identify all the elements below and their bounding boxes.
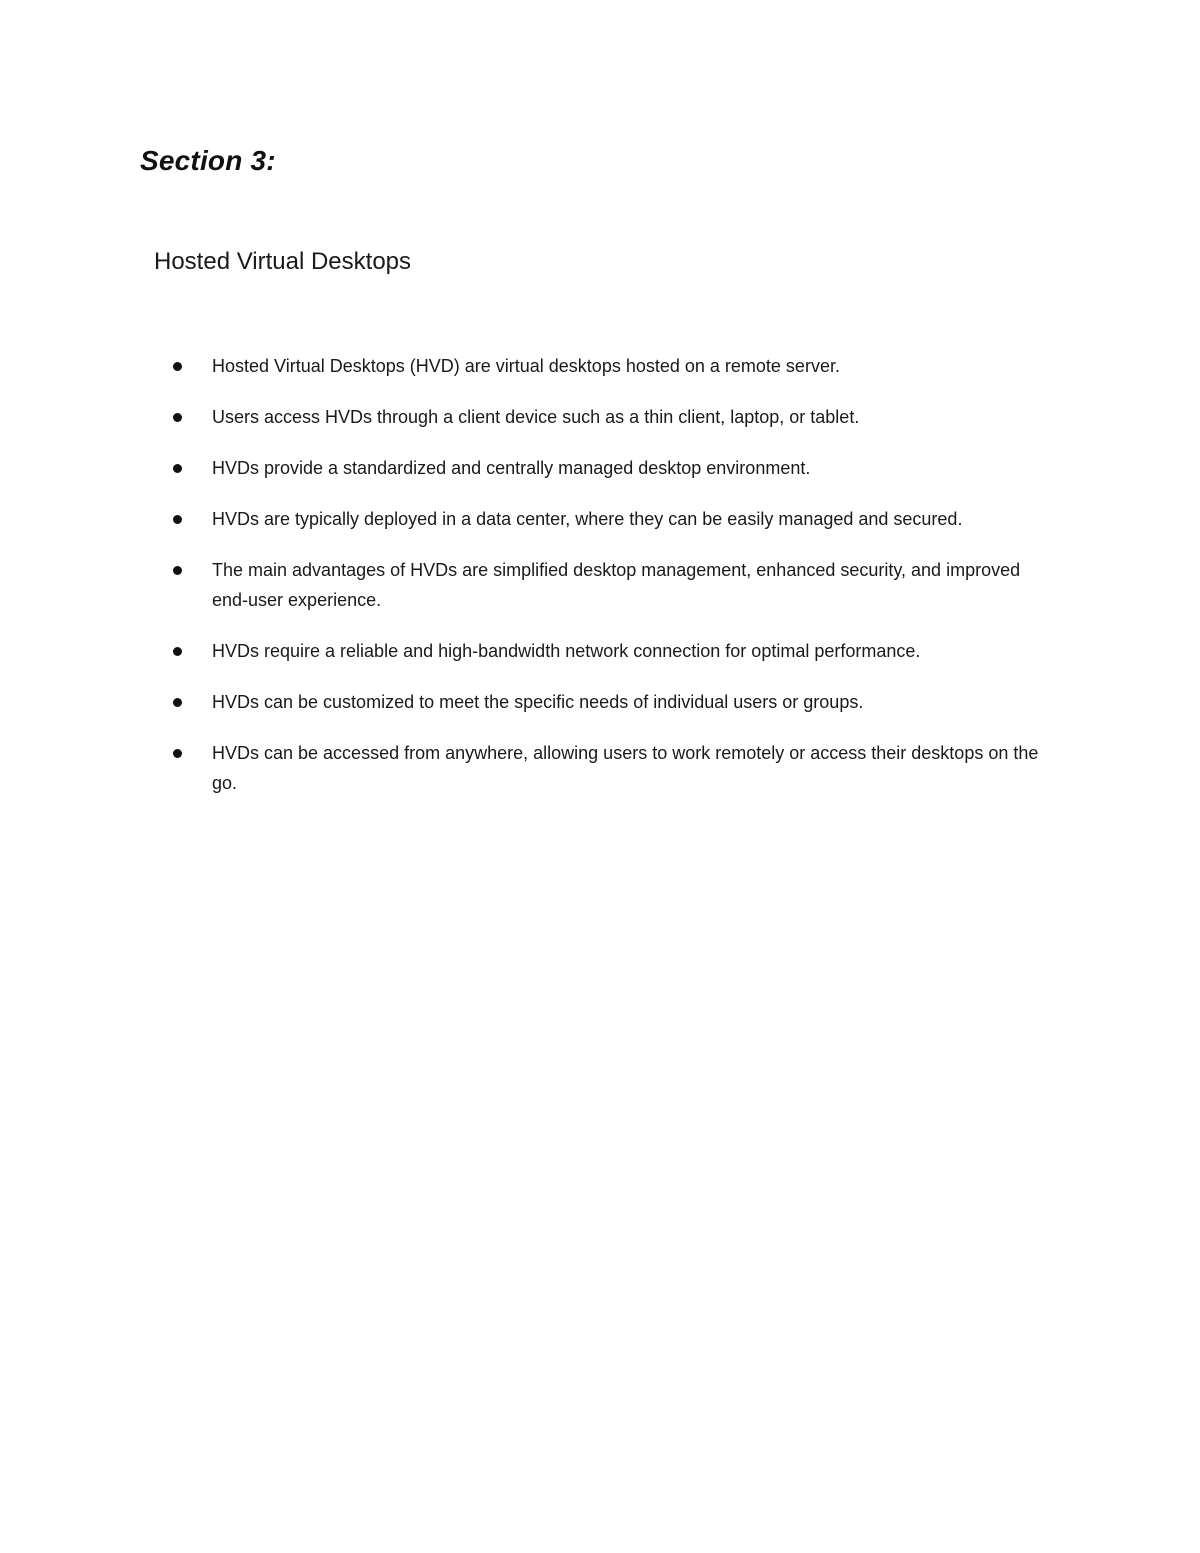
list-item xyxy=(160,636,1060,666)
list-item xyxy=(160,555,1060,615)
list-item-text: Users access HVDs through a client device such as a thin client, laptop, or tablet. xyxy=(212,407,860,427)
bullet-list xyxy=(160,351,1060,819)
list-item xyxy=(160,402,1060,432)
bullet-dot-icon xyxy=(173,647,182,656)
bullet-dot-icon xyxy=(173,566,182,575)
bullet-dot-icon xyxy=(173,464,182,473)
list-item xyxy=(160,687,1060,717)
list-item-text: HVDs are typically deployed in a data center, where they can be easily managed and secured. xyxy=(212,509,963,529)
bullet-dot-icon xyxy=(173,515,182,524)
list-item xyxy=(160,504,1060,534)
bullet-dot-icon xyxy=(173,749,182,758)
topic-heading: Hosted Virtual Desktops xyxy=(154,248,412,275)
section-heading: Section 3: xyxy=(140,145,276,176)
list-item-text: HVDs provide a standardized and centrally managed desktop environment. xyxy=(212,458,811,478)
list-item xyxy=(160,351,1060,381)
list-item-text: HVDs can be accessed from anywhere, allowing users to work remotely or access their desktops on the go. xyxy=(212,743,1039,793)
bullet-dot-icon xyxy=(173,698,182,707)
list-item xyxy=(160,453,1060,483)
list-item xyxy=(160,738,1060,798)
list-item-text: HVDs require a reliable and high-bandwidth network connection for optimal performance. xyxy=(212,641,921,661)
list-item-text: Hosted Virtual Desktops (HVD) are virtual desktops hosted on a remote server. xyxy=(212,356,840,376)
list-item-text: The main advantages of HVDs are simplified desktop management, enhanced security, and improved end-user experience. xyxy=(212,560,1021,610)
bullet-dot-icon xyxy=(173,413,182,422)
list-item-text: HVDs can be customized to meet the specific needs of individual users or groups. xyxy=(212,692,864,712)
bullet-dot-icon xyxy=(173,362,182,371)
